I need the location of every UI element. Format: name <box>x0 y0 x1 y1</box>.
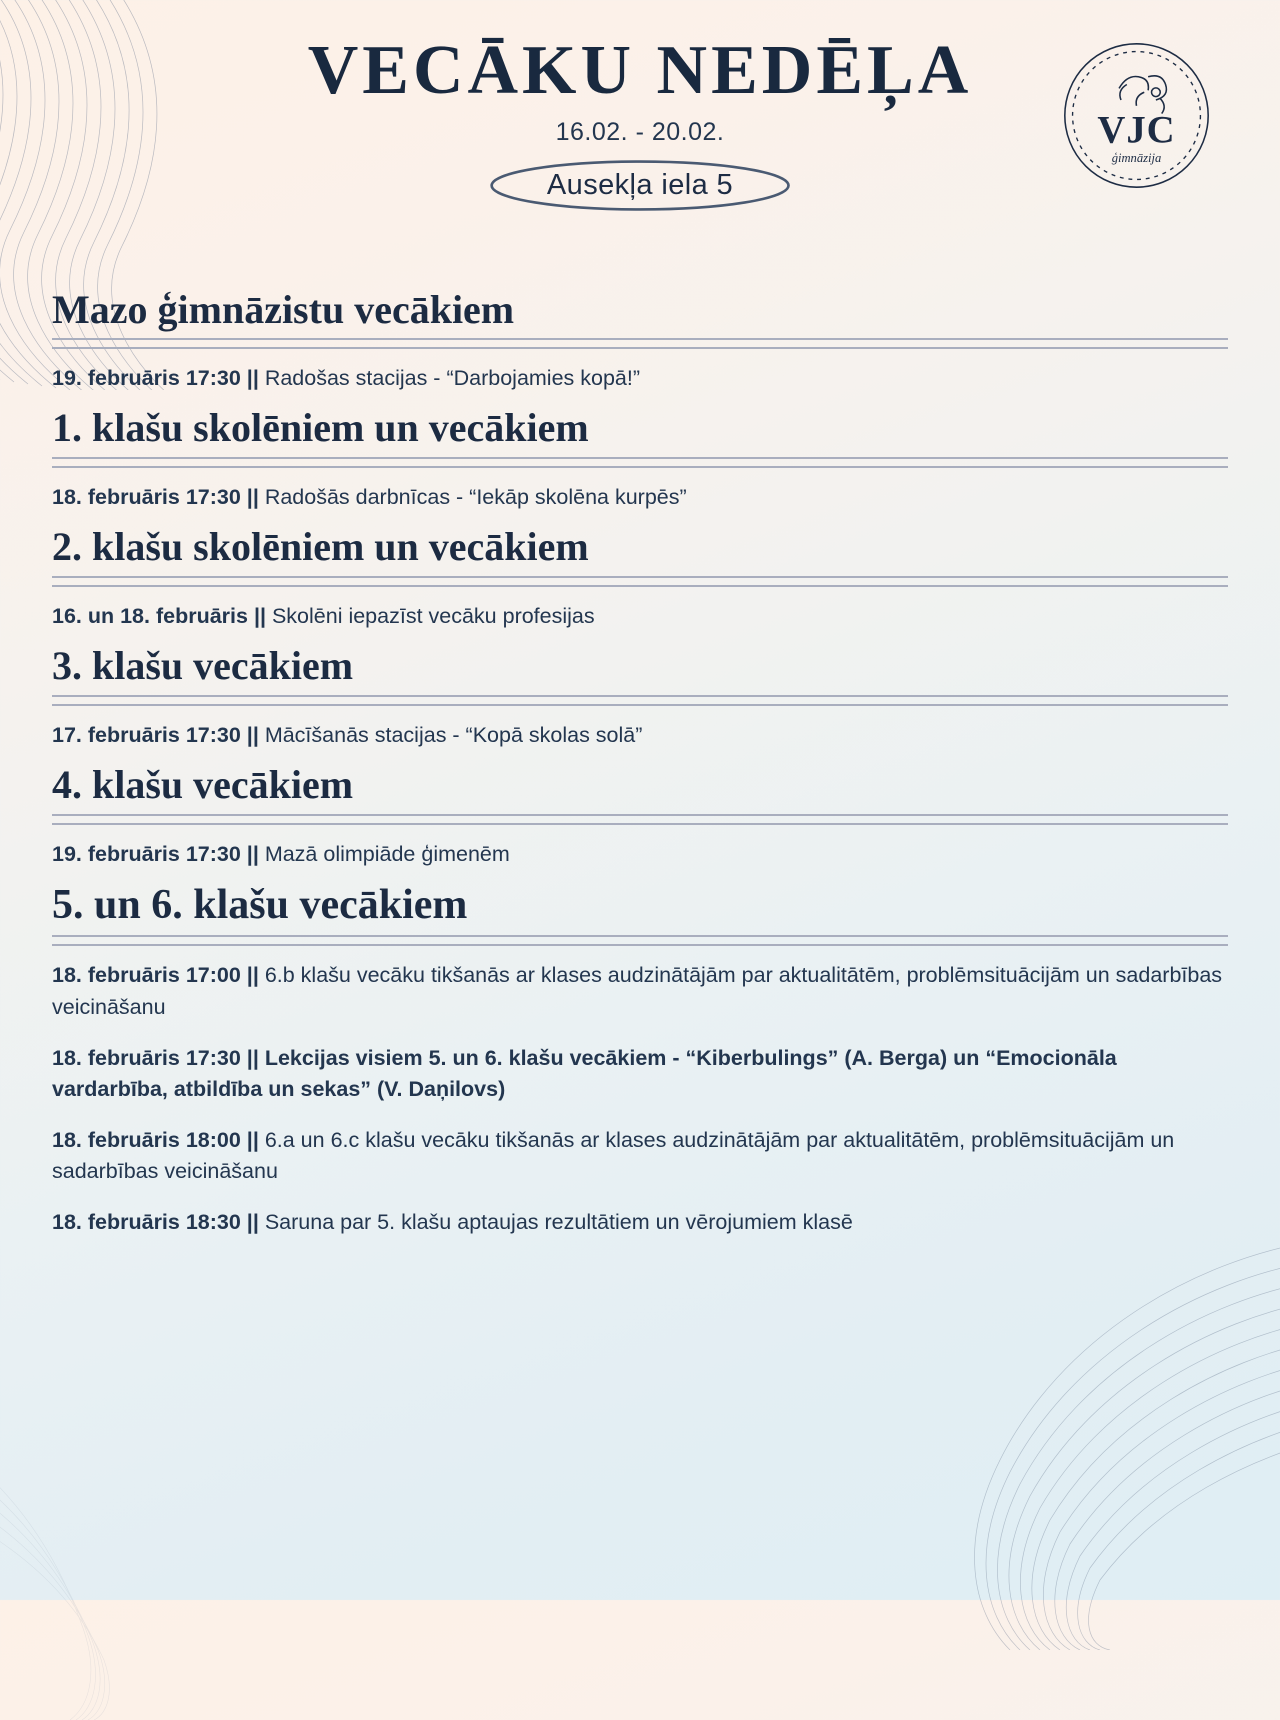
schedule-section <box>52 525 1228 632</box>
section-heading: 3. klašu vecākiem <box>52 643 354 689</box>
entry-text: 6.a un 6.c klašu vecāku tikšanās ar klases audzinātājām par aktualitātēm, problēmsituācijām un sadarbības veicināšanu <box>52 1128 1175 1184</box>
svg-text:ģimnāzija: ģimnāzija <box>1111 151 1162 165</box>
heading-rule <box>52 935 1228 946</box>
entry-text: Skolēni iepazīst vecāku profesijas <box>265 604 595 629</box>
entry-lead: 19. februāris 17:30 || <box>52 842 259 867</box>
section-heading: 5. un 6. klašu vecākiem <box>52 882 468 929</box>
section-heading: Mazo ģimnāzistu vecākiem <box>52 286 515 332</box>
entry-lead: 18. februāris 18:00 || <box>52 1128 259 1153</box>
schedule-section <box>52 763 1228 870</box>
school-logo <box>1059 38 1214 193</box>
heading-rule <box>52 338 1228 349</box>
address-text: Ausekļa iela 5 <box>546 168 734 201</box>
schedule-entry <box>52 839 1228 870</box>
section-heading: 1. klašu skolēniem un vecākiem <box>52 405 589 451</box>
heading-rule <box>52 576 1228 587</box>
schedule-entry <box>52 601 1228 632</box>
schedule-entry <box>52 960 1228 1022</box>
heading-rule <box>52 814 1228 825</box>
schedule-list <box>52 288 1228 1239</box>
schedule-section <box>52 288 1228 395</box>
entry-text: Mācīšanās stacijas - “Kopā skolas solā” <box>258 723 643 748</box>
schedule-section <box>52 406 1228 513</box>
entry-lead: 18. februāris 17:30 || <box>52 485 259 510</box>
decorative-wave-bottomright <box>860 1230 1280 1650</box>
schedule-entry <box>52 1207 1228 1238</box>
entry-lead: 18. februāris 17:00 || <box>52 963 259 988</box>
schedule-entry <box>52 720 1228 751</box>
entry-text: Saruna par 5. klašu aptaujas rezultātiem un vērojumiem klasē <box>258 1210 853 1235</box>
entry-text: Radošās darbnīcas - “Iekāp skolēna kurpēs” <box>258 485 687 510</box>
entry-lead: 19. februāris 17:30 || <box>52 366 259 391</box>
schedule-section <box>52 644 1228 751</box>
entry-text: 6.b klašu vecāku tikšanās ar klases audzinātājām par aktualitātēm, problēmsituācijām un sadarbības veicināšanu <box>52 963 1223 1019</box>
schedule-entry <box>52 1125 1228 1187</box>
address-badge <box>489 159 791 212</box>
date-range: 16.02. - 20.02. <box>555 117 725 146</box>
svg-text:VJC: VJC <box>1097 108 1176 152</box>
heading-rule <box>52 457 1228 468</box>
entry-text: Mazā olimpiāde ģimenēm <box>258 842 510 867</box>
entry-lead: 18. februāris 17:30 || <box>52 1045 259 1070</box>
schedule-entry <box>52 363 1228 394</box>
schedule-section <box>52 882 1228 1238</box>
section-heading: 2. klašu skolēniem un vecākiem <box>52 524 589 570</box>
section-heading: 4. klašu vecākiem <box>52 762 354 808</box>
schedule-entry <box>52 482 1228 513</box>
heading-rule <box>52 695 1228 706</box>
entry-lead: 16. un 18. februāris || <box>52 604 266 629</box>
entry-lead: 17. februāris 17:30 || <box>52 723 259 748</box>
schedule-entry <box>52 1043 1228 1105</box>
entry-text: Lekcijas visiem 5. un 6. klašu vecākiem - “Kiberbulings” (A. Berga) un “Emocionāla vardarbība, atbildība un sekas” (V. Daņilovs) <box>52 1045 1117 1101</box>
entry-text: Radošas stacijas - “Darbojamies kopā!” <box>258 366 641 391</box>
decorative-wave-bottomleft <box>0 1360 300 1720</box>
entry-lead: 18. februāris 18:30 || <box>52 1210 259 1235</box>
page-title: VECĀKU NEDĒĻA <box>307 32 973 109</box>
